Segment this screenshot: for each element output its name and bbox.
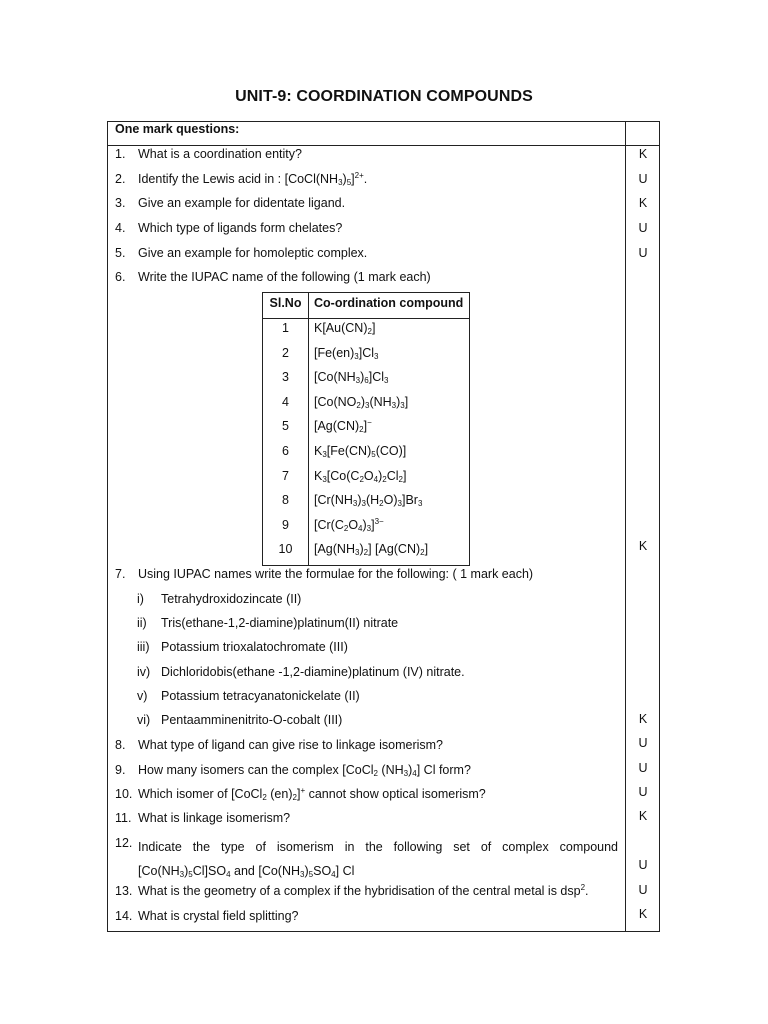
mark-label: U bbox=[638, 221, 648, 235]
compound-formula: $K[Au(CN)_2]$ bbox=[314, 321, 376, 336]
compound-sl-no: 7 bbox=[282, 468, 289, 483]
compound-sl-no: 8 bbox=[282, 493, 289, 508]
question-number: 14. bbox=[115, 909, 133, 923]
sub-item-number: vi) bbox=[137, 713, 151, 727]
compound-table-header-line bbox=[262, 318, 470, 319]
compound-sl-no: 10 bbox=[278, 542, 293, 557]
question-number: 2. bbox=[115, 172, 126, 186]
compound-formula: $[Fe(en)_3]Cl_3$ bbox=[314, 345, 379, 361]
compound-sl-no: 2 bbox=[282, 345, 289, 360]
mark-label: U bbox=[638, 883, 648, 897]
mark-label: U bbox=[638, 172, 648, 186]
mark-label: U bbox=[638, 246, 648, 260]
question-text: Identify the Lewis acid in : $[CoCl(NH_3)_5]^{2+}$. bbox=[138, 171, 368, 187]
compound-formula: $[Co(NO_2)_3(NH_3)_3]$ bbox=[314, 394, 409, 410]
mark-label: K bbox=[638, 907, 648, 921]
compound-sl-no: 6 bbox=[282, 444, 289, 458]
mark-label: U bbox=[638, 761, 648, 775]
compound-sl-no: 5 bbox=[282, 419, 289, 434]
question-text: Using IUPAC names write the formulae for the following: ( 1 mark each) bbox=[138, 567, 534, 581]
question-number: 10. bbox=[115, 787, 133, 801]
sub-item-text: Potassium trioxalatochromate (III) bbox=[161, 640, 348, 654]
section-heading: One mark questions: bbox=[115, 122, 240, 136]
question-text: How many isomers can the complex [CoCl$_2$ $(NH_3)_4$] Cl form? bbox=[138, 763, 471, 778]
mark-label: U bbox=[638, 785, 648, 799]
compound-formula: $[Ag(CN)_2]^-$ bbox=[314, 418, 372, 435]
question-number: 13. bbox=[115, 884, 133, 898]
question-number: 12. bbox=[115, 836, 133, 850]
compound-formula: $[Cr(C_2O_4)_3]^{3-}$ bbox=[314, 516, 384, 533]
question-number: 3. bbox=[115, 196, 126, 210]
mark-label: K bbox=[638, 712, 648, 726]
sub-item-number: iv) bbox=[137, 665, 151, 679]
sub-item-number: iii) bbox=[137, 640, 150, 654]
compound-formula: $[Cr(NH_3)_3(H_2O)_3]Br_3$ bbox=[314, 493, 423, 509]
compound-sl-no: 3 bbox=[282, 370, 289, 385]
mark-label: K bbox=[638, 539, 648, 553]
question-text: What is a coordination entity? bbox=[138, 147, 302, 161]
question-number: 8. bbox=[115, 738, 126, 752]
compound-formula: $K_3[Co(C_2O_4)_2Cl_2]$ bbox=[314, 468, 407, 484]
mark-label: K bbox=[638, 196, 648, 210]
column-header-compound: Co-ordination compound bbox=[314, 296, 464, 310]
sub-item-number: v) bbox=[137, 689, 148, 703]
question-text: What is linkage isomerism? bbox=[138, 811, 291, 825]
mark-label: U bbox=[638, 736, 648, 750]
sub-item-text: Tris(ethane-1,2-diamine)platinum(II) nitrate bbox=[161, 616, 399, 630]
compound-formula: $[Ag(NH_3)_2]$ $[Ag(CN)_2]$ bbox=[314, 542, 429, 558]
mark-label: U bbox=[638, 858, 648, 872]
mark-label: K bbox=[638, 809, 648, 823]
question-text: What is crystal field splitting? bbox=[138, 909, 299, 923]
question-number: 11. bbox=[115, 811, 132, 825]
compound-formula: $K_3[Fe(CN)_5(CO)]$ bbox=[314, 444, 407, 459]
question-text: What type of ligand can give rise to linkage isomerism? bbox=[138, 738, 444, 752]
question-number: 9. bbox=[115, 763, 126, 777]
question-text: Give an example for homoleptic complex. bbox=[138, 246, 368, 260]
sub-item-number: ii) bbox=[137, 616, 147, 630]
question-number: 1. bbox=[115, 147, 126, 161]
question-number: 6. bbox=[115, 270, 126, 284]
question-text: Which type of ligands form chelates? bbox=[138, 221, 343, 235]
compound-formula: $[Co(NH_3)_6]Cl_3$ bbox=[314, 370, 389, 386]
sub-item-text: Dichloridobis(ethane -1,2-diamine)platinum (IV) nitrate. bbox=[161, 665, 465, 679]
compound-sl-no: 9 bbox=[282, 517, 289, 532]
mark-label: K bbox=[638, 147, 648, 161]
compound-table-divider bbox=[308, 292, 309, 566]
question-text: What is the geometry of a complex if the hybridisation of the central metal is dsp$^2$. bbox=[138, 883, 589, 898]
question-text: Indicate the type of isomerism in the following set of complex compound $[Co(NH_3)_5Cl]SO_4$ and $[Co(NH_3)_5SO_4]$ Cl bbox=[138, 840, 618, 879]
question-text: Which isomer of [CoCl$_2$ $(en)_2]^+$ cannot show optical isomerism? bbox=[138, 786, 486, 802]
column-header-slno: Sl.No bbox=[269, 296, 302, 310]
sub-item-text: Tetrahydroxidozincate (II) bbox=[161, 592, 302, 606]
question-text: Write the IUPAC name of the following (1 mark each) bbox=[138, 270, 431, 284]
sub-item-text: Potassium tetracyanatonickelate (II) bbox=[161, 689, 360, 703]
sub-item-text: Pentaamminenitrito-O-cobalt (III) bbox=[161, 713, 343, 727]
question-text: Give an example for didentate ligand. bbox=[138, 196, 346, 210]
sub-item-number: i) bbox=[137, 592, 144, 606]
compound-sl-no: 1 bbox=[282, 321, 289, 335]
question-number: 7. bbox=[115, 567, 126, 581]
question-number: 4. bbox=[115, 221, 126, 235]
compound-sl-no: 4 bbox=[282, 394, 289, 409]
question-number: 5. bbox=[115, 246, 126, 260]
page-title: UNIT-9: COORDINATION COMPOUNDS bbox=[235, 88, 533, 105]
